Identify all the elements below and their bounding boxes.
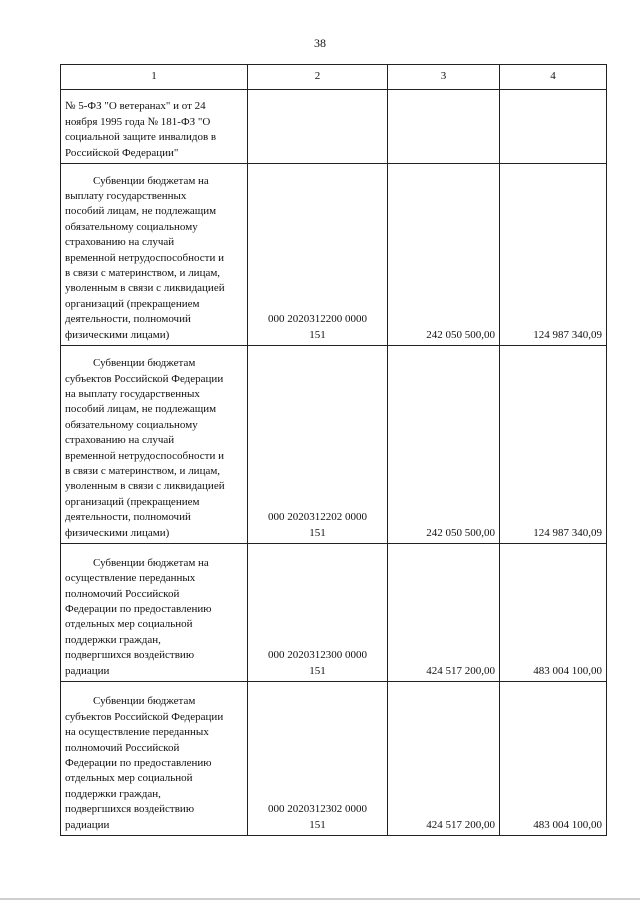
table-header-row (61, 65, 607, 90)
row-amount-fact-cell: 483 004 100,00 (500, 544, 607, 682)
row-amount-fact-cell (500, 90, 607, 164)
row-code-cell: 000 2020312200 0000 151 (248, 164, 388, 346)
row-name-cell (61, 164, 248, 346)
row-name-text: Субвенции бюджетам субъектов Российской Федерации на осуществление переданных полномочий Российской Федерации по предоставлению отдельных мер социальной поддержки граждан, подвергшихся воздействию радиации (65, 695, 224, 831)
row-amount-plan-cell: 424 517 200,00 (388, 682, 500, 836)
page-bottom-edge (0, 898, 640, 900)
row-amount-plan-cell: 242 050 500,00 (388, 164, 500, 346)
table-row (61, 346, 607, 544)
page-number: 38 (314, 36, 326, 50)
row-amount-plan-cell: 242 050 500,00 (388, 346, 500, 544)
table-row (61, 544, 607, 682)
row-name-text: Субвенции бюджетам на осуществление переданных полномочий Российской Федерации по предоставлению отдельных мер социальной поддержки граждан, подвергшихся воздействию радиации (65, 556, 212, 677)
budget-table (60, 64, 607, 836)
row-amount-plan-cell (388, 90, 500, 164)
row-amount-fact-cell: 124 987 340,09 (500, 346, 607, 544)
row-name-cell (61, 682, 248, 836)
row-name-cell (61, 544, 248, 682)
row-code-cell: 000 2020312302 0000 151 (248, 682, 388, 836)
row-name-text: Субвенции бюджетам на выплату государственных пособий лицам, не подлежащим обязательному социальному страхованию на случай временной нетрудоспособности и в связи с материнством, и лицам, уволенным в связи с ликвидацией организаций (прекращением деятельности, полномочий физическими лицами) (65, 174, 225, 341)
row-amount-fact-cell: 483 004 100,00 (500, 682, 607, 836)
row-name-text: Субвенции бюджетам субъектов Российской Федерации на выплату государственных пособий лицам, не подлежащим обязательному социальному страхованию на случай временной нетрудоспособности и в связи с материнством, и лицам, уволенным в связи с ликвидацией организаций (прекращением деятельности, полномочий физическими лицами) (65, 357, 225, 539)
table-row (61, 90, 607, 164)
column-header-1: 1 (61, 65, 248, 90)
table-row (61, 682, 607, 836)
row-amount-fact-cell: 124 987 340,09 (500, 164, 607, 346)
row-code-cell: 000 2020312300 0000 151 (248, 544, 388, 682)
column-header-3: 3 (388, 65, 500, 90)
row-code-cell (248, 90, 388, 164)
row-amount-plan-cell: 424 517 200,00 (388, 544, 500, 682)
row-name-cell (61, 346, 248, 544)
column-header-2: 2 (248, 65, 388, 90)
row-name-text: № 5-ФЗ "О ветеранах" и от 24 ноября 1995 года № 181-ФЗ "О социальной защите инвалидов в Российской Федерации" (65, 100, 217, 159)
table-row (61, 164, 607, 346)
column-header-4: 4 (500, 65, 607, 90)
row-code-cell: 000 2020312202 0000 151 (248, 346, 388, 544)
row-name-cell (61, 90, 248, 164)
